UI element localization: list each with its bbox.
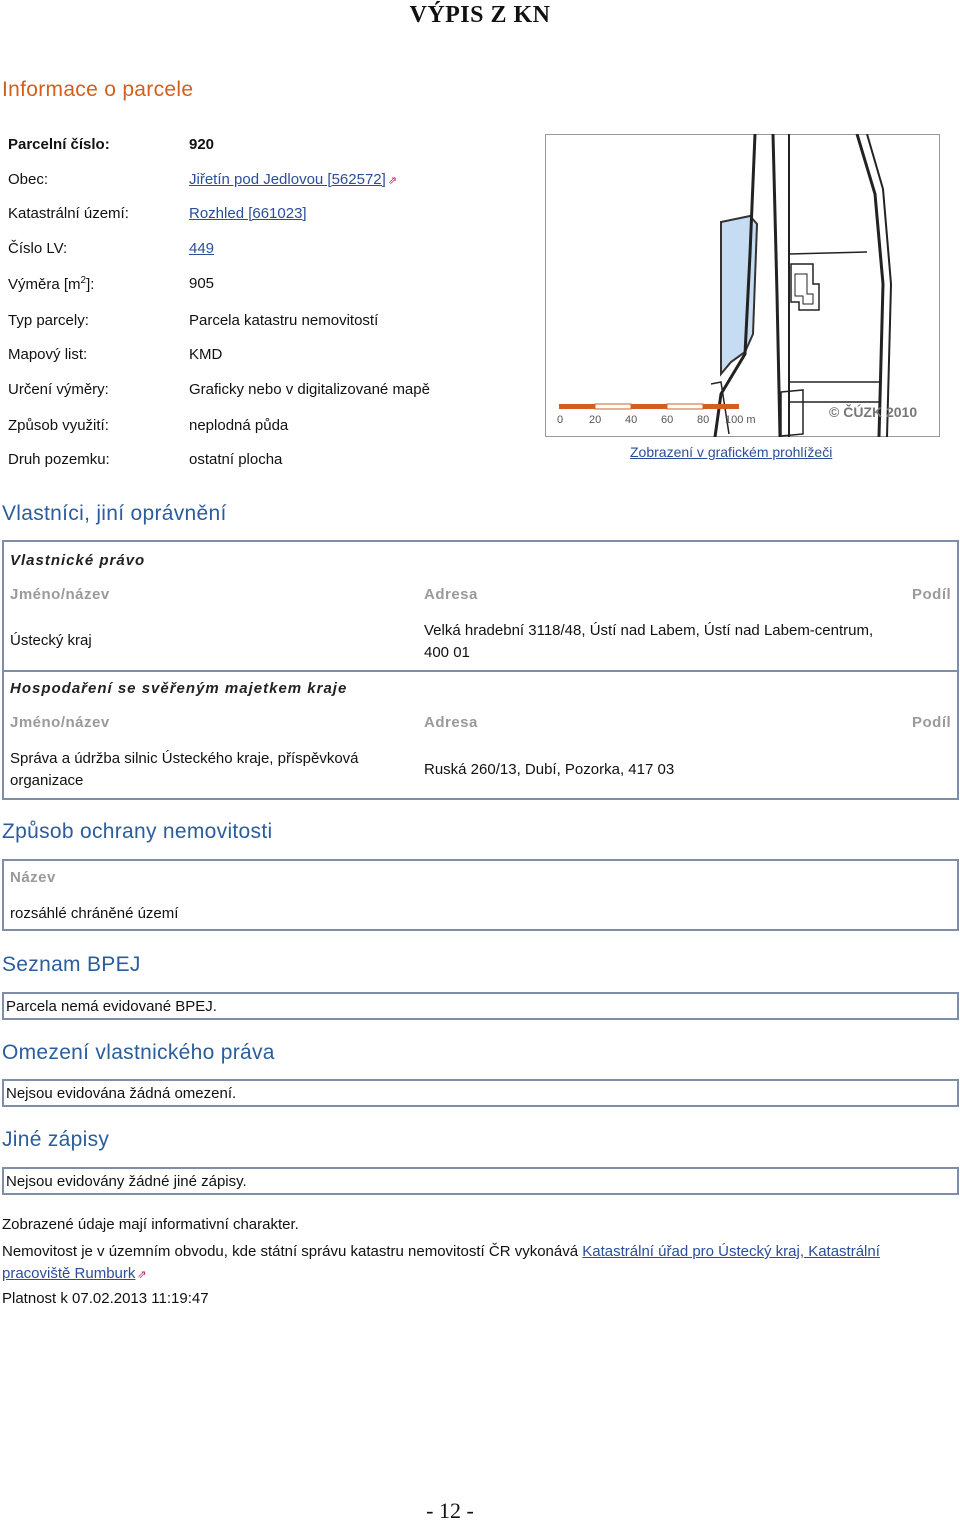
office-link[interactable]: Katastrální úřad pro Ústecký kraj, Katastrální (582, 1243, 880, 1260)
scale-segment (703, 404, 739, 409)
label-area: Výměra $[m^2]$: (8, 275, 95, 293)
value-use: neplodná půda (189, 417, 289, 434)
cadastral-area-link[interactable]: Rozhled [661023] (189, 205, 307, 222)
restrictions-text: Nejsou evidována žádná omezení. (6, 1085, 237, 1102)
protection-table (2, 859, 959, 931)
lv-number-link[interactable]: 449 (189, 240, 215, 257)
owner-address-line2: 400 01 (424, 644, 470, 661)
municipality-link[interactable]: Jiřetín pod Jedlovou [562572] (189, 171, 386, 188)
label-land-type: Druh pozemku: (8, 451, 110, 468)
bpej-title: Seznam BPEJ (2, 953, 141, 976)
scale-segment (595, 404, 631, 409)
bpej-box (2, 992, 959, 1020)
ownership-heading: Vlastnické právo (10, 552, 146, 569)
label-parcel-number: Parcelní číslo: (8, 136, 110, 153)
scale-segment (631, 404, 667, 409)
protection-title: Způsob ochrany nemovitosti (2, 820, 273, 843)
info-note: Zobrazené údaje mají informativní charakter. (2, 1216, 299, 1233)
external-link-icon: ⇗ (387, 175, 398, 187)
scale-label-40: 40 (625, 414, 638, 426)
map-drawing (545, 134, 940, 437)
manager-name-line1: Správa a údržba silnic Ústeckého kraje, příspěvková (10, 750, 359, 767)
other-records-text: Nejsou evidovány žádné jiné zápisy. (6, 1173, 247, 1190)
parcel-map[interactable] (545, 134, 940, 437)
scale-label-80: 80 (697, 414, 710, 426)
value-area-determination: Graficky nebo v digitalizované mapě (189, 381, 430, 398)
document-title: VÝPIS Z KN (409, 2, 551, 28)
value-parcel-type: Parcela katastru nemovitostí (189, 312, 379, 329)
label-use: Způsob využití: (8, 417, 109, 434)
divider (4, 670, 957, 672)
manager-address: Ruská 260/13, Dubí, Pozorka, 417 03 (424, 761, 675, 778)
protection-value: rozsáhlé chráněné území (10, 905, 179, 922)
owners-table (2, 540, 959, 800)
value-area: 905 (189, 275, 215, 292)
other-records-title: Jiné zápisy (2, 1128, 110, 1151)
owners-title: Vlastníci, jiní oprávnění (2, 502, 227, 525)
scale-segment (667, 404, 703, 409)
label-map-sheet: Mapový list: (8, 346, 88, 363)
scale-label-20: 20 (589, 414, 602, 426)
scale-label-60: 60 (661, 414, 674, 426)
external-link-icon: ⇗ (137, 1269, 147, 1281)
office-link-2[interactable]: pracoviště Rumburk (2, 1265, 136, 1282)
municipality-link-wrap[interactable] (189, 171, 397, 188)
label-cadastral-area: Katastrální území: (8, 205, 129, 222)
map-copyright: © ČÚZK 2010 (829, 404, 918, 420)
col-share: Podíl (912, 714, 952, 731)
scale-label-100: 100 m (725, 414, 756, 426)
col-address: Adresa (424, 714, 478, 731)
other-records-box (2, 1167, 959, 1195)
col-name: Jméno/název (10, 714, 110, 731)
restrictions-title: Omezení vlastnického práva (2, 1041, 275, 1064)
bpej-text: Parcela nemá evidované BPEJ. (6, 998, 217, 1015)
label-municipality: Obec: (8, 171, 49, 188)
col-title: Název (10, 869, 56, 886)
office-note (2, 1241, 942, 1286)
value-map-sheet: KMD (189, 346, 223, 363)
page-number: - 12 - (426, 1498, 474, 1523)
graphic-viewer-link[interactable]: Zobrazení v grafickém prohlížeči (630, 444, 833, 460)
owner-name: Ústecký kraj (10, 632, 92, 649)
scale-segment (559, 404, 595, 409)
management-heading: Hospodaření se svěřeným majetkem kraje (10, 680, 348, 697)
label-parcel-type: Typ parcely: (8, 312, 89, 329)
manager-name-line2: organizace (10, 772, 84, 789)
label-lv-number: Číslo LV: (8, 240, 68, 257)
office-prefix: Nemovitost je v územním obvodu, kde státní správu katastru nemovitostí ČR vykonává (2, 1243, 579, 1260)
restrictions-box (2, 1079, 959, 1107)
value-parcel-number: 920 (189, 136, 215, 153)
label-area-determination: Určení výměry: (8, 381, 109, 398)
col-address: Adresa (424, 586, 478, 603)
col-share: Podíl (912, 586, 952, 603)
validity: Platnost k 07.02.2013 11:19:47 (2, 1290, 209, 1307)
value-land-type: ostatní plocha (189, 451, 283, 468)
parcel-info-title: Informace o parcele (2, 78, 194, 101)
scale-label-0: 0 (557, 414, 564, 426)
owner-address-line1: Velká hradební 3118/48, Ústí nad Labem, Ústí nad Labem-centrum, (424, 622, 874, 639)
col-name: Jméno/název (10, 586, 110, 603)
